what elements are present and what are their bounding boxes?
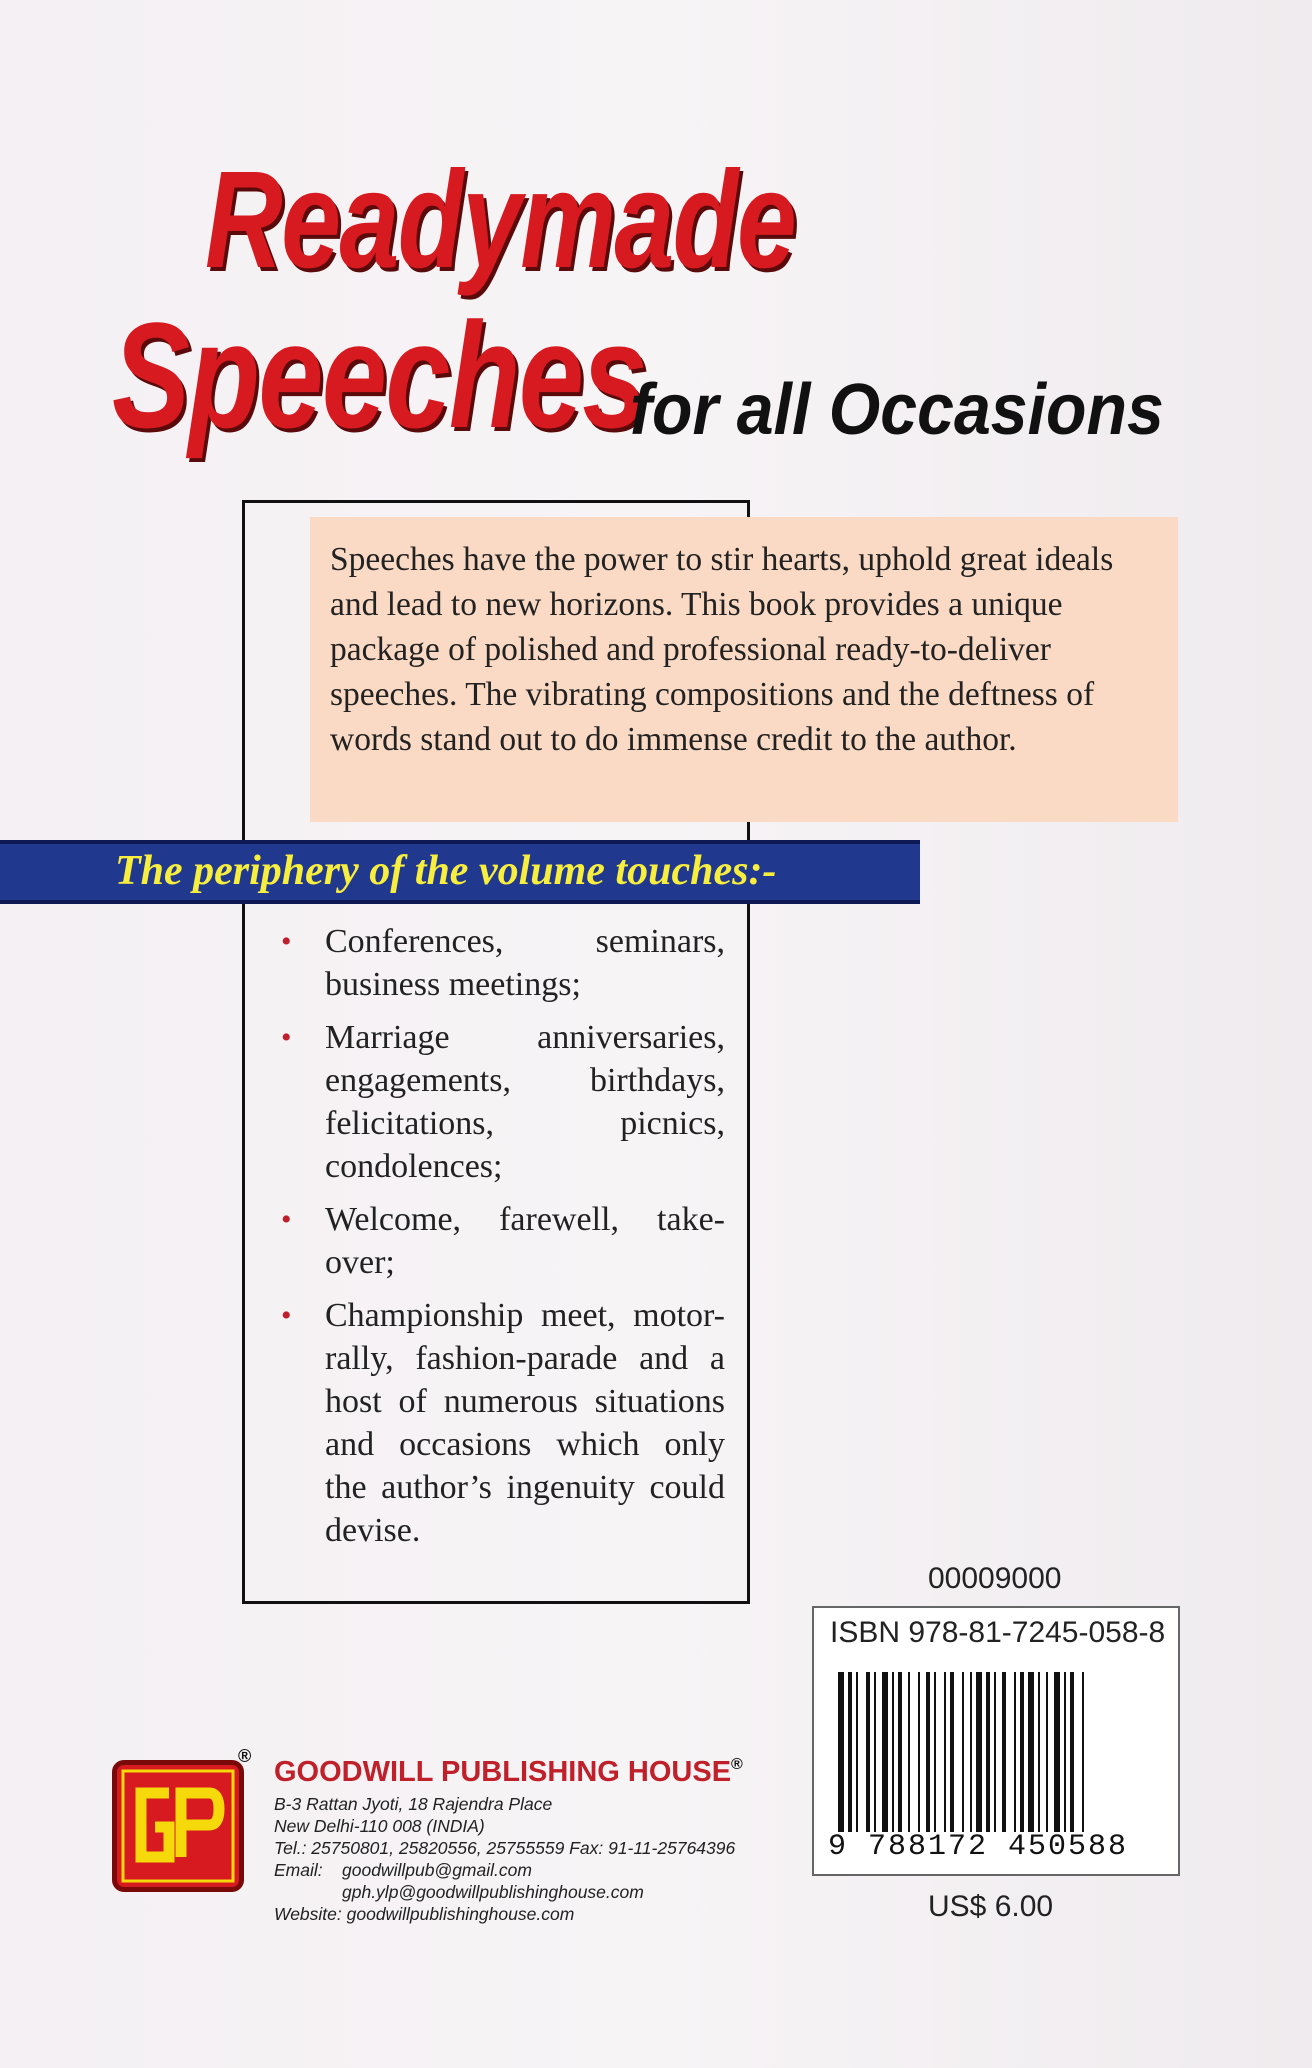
- isbn-text: ISBN 978-81-7245-058-8: [830, 1616, 1166, 1649]
- barcode-box: [812, 1606, 1180, 1876]
- publisher-address-1: B-3 Rattan Jyoti, 18 Rajendra Place: [274, 1794, 553, 1814]
- topic-text: Conferences, seminars, business meetings;: [325, 923, 725, 1003]
- blurb-text: Speeches have the power to stir hearts, uphold great ideals and lead to new horizons. This book provides a unique package of polished and professional ready-to-deliver speeches. The vibrating compositions and the deftness of words stand out to do immense credit to the author.: [330, 541, 1114, 758]
- barcode-top-number: 00009000: [928, 1562, 1062, 1595]
- publisher-email-2: gph.ylp@goodwillpublishinghouse.com: [342, 1882, 644, 1902]
- topic-text: Championship meet, motor-rally, fashion-parade and a host of numerous situations and occasions which only the author’s ingenuity could devise.: [325, 1297, 725, 1549]
- topic-text: Welcome, farewell, take-over;: [325, 1201, 725, 1281]
- publisher-logo: [112, 1760, 244, 1892]
- list-item: [275, 920, 725, 1006]
- publisher-name: [274, 1756, 743, 1789]
- logo-registered-mark: ®: [238, 1746, 252, 1766]
- publisher-email-label: Email:: [274, 1860, 323, 1880]
- publisher-email-1: goodwillpub@gmail.com: [342, 1860, 532, 1880]
- title-speeches: Speeches: [112, 291, 646, 459]
- topic-text: Marriage anniversaries, engagements, birthdays, felicitations, picnics, condolences;: [325, 1019, 725, 1185]
- publisher-address-2: New Delhi-110 008 (INDIA): [274, 1816, 485, 1836]
- periphery-heading: The periphery of the volume touches:-: [115, 848, 777, 894]
- list-item: [275, 1016, 725, 1188]
- bullet-icon: •: [281, 1299, 292, 1332]
- list-item: [275, 1198, 725, 1284]
- publisher-name-text: GOODWILL PUBLISHING HOUSE: [274, 1756, 732, 1788]
- bullet-icon: •: [281, 1203, 292, 1236]
- price: US$ 6.00: [928, 1890, 1054, 1923]
- publisher-phone: Tel.: 25750801, 25820556, 25755559 Fax: 91-11-25764396: [274, 1838, 736, 1858]
- barcode-icon: [838, 1672, 1158, 1832]
- publisher-registered-mark: ®: [731, 1756, 743, 1773]
- bullet-icon: •: [281, 1021, 292, 1054]
- subtitle: for all Occasions: [630, 370, 1164, 450]
- gp-logo-icon: [117, 1765, 239, 1887]
- title-readymade: Readymade: [205, 143, 796, 297]
- topic-list: [275, 920, 725, 1562]
- bullet-icon: •: [281, 925, 292, 958]
- barcode-digits: 9 788172 450588: [828, 1830, 1129, 1864]
- blurb-panel: [310, 517, 1178, 822]
- publisher-website: Website: goodwillpublishinghouse.com: [274, 1904, 575, 1924]
- list-item: [275, 1294, 725, 1552]
